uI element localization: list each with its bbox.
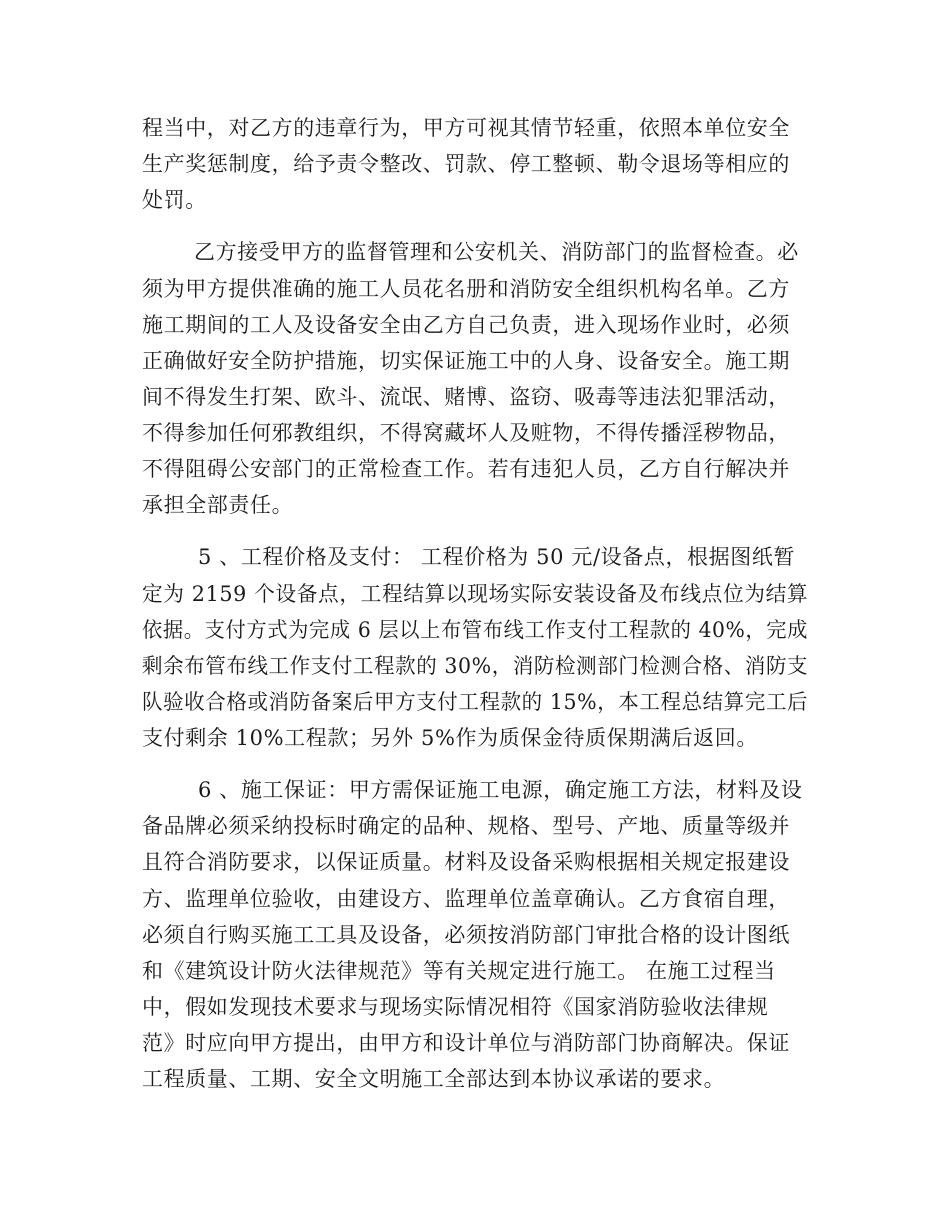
- text-line: 承担全部责任。: [142, 493, 294, 517]
- text-line: 和《建筑设计防火法律规范》等有关规定进行施工。 在施工过程当: [142, 959, 776, 983]
- text-line: 5 、工程价格及支付： 工程价格为 50 元/设备点，根据图纸暂: [198, 545, 796, 569]
- text-line: 正确做好安全防护措施，切实保证施工中的人身、设备安全。施工期: [142, 349, 790, 373]
- text-line: 施工期间的工人及设备安全由乙方自己负责，进入现场作业时，必须: [142, 313, 790, 337]
- text-line: 必须自行购买施工工具及设备，必须按消防部门审批合格的设计图纸: [142, 923, 790, 947]
- text-line: 定为 2159 个设备点，工程结算以现场实际安装设备及布线点位为结算: [142, 582, 809, 606]
- text-line: 支付剩余 10%工程款；另外 5%作为质保金待质保期满后返回。: [142, 726, 758, 750]
- text-line: 处罚。: [142, 188, 207, 212]
- text-line: 备品牌必须采纳投标时确定的品种、规格、型号、产地、质量等级并: [142, 814, 790, 838]
- text-line: 队验收合格或消防备案后甲方支付工程款的 15%，本工程总结算完工后: [142, 690, 809, 714]
- text-line: 须为甲方提供准确的施工人员花名册和消防安全组织机构名单。乙方: [142, 277, 790, 301]
- text-line: 乙方接受甲方的监督管理和公安机关、消防部门的监督检查。必: [194, 240, 799, 264]
- text-line: 依据。支付方式为完成 6 层以上布管布线工作支付工程款的 40%，完成: [142, 618, 809, 642]
- text-line: 方、监理单位验收，由建设方、监理单位盖章确认。乙方食宿自理，: [142, 887, 790, 911]
- text-line: 范》时应向甲方提出，由甲方和设计单位与消防部门协商解决。保证: [142, 1031, 790, 1055]
- text-line: 6 、施工保证：甲方需保证施工电源，确定施工方法，材料及设: [198, 778, 803, 802]
- text-line: 程当中，对乙方的违章行为，甲方可视其情节轻重，依照本单位安全: [142, 116, 790, 140]
- text-line: 间不得发生打架、欧斗、流氓、赌博、盗窃、吸毒等违法犯罪活动，: [142, 385, 790, 409]
- text-line: 工程质量、工期、安全文明施工全部达到本协议承诺的要求。: [142, 1067, 726, 1091]
- text-line: 不得参加任何邪教组织，不得窝藏坏人及赃物，不得传播淫秽物品，: [142, 421, 790, 445]
- text-line: 不得阻碍公安部门的正常检查工作。若有违犯人员，乙方自行解决并: [142, 457, 790, 481]
- text-line: 剩余布管布线工作支付工程款的 30%，消防检测部门检测合格、消防支: [142, 654, 809, 678]
- text-line: 且符合消防要求，以保证质量。材料及设备采购根据相关规定报建设: [142, 850, 790, 874]
- text-line: 生产奖惩制度，给予责令整改、罚款、停工整顿、勒令退场等相应的: [142, 152, 790, 176]
- text-line: 中，假如发现技术要求与现场实际情况相符《国家消防验收法律规: [142, 995, 769, 1019]
